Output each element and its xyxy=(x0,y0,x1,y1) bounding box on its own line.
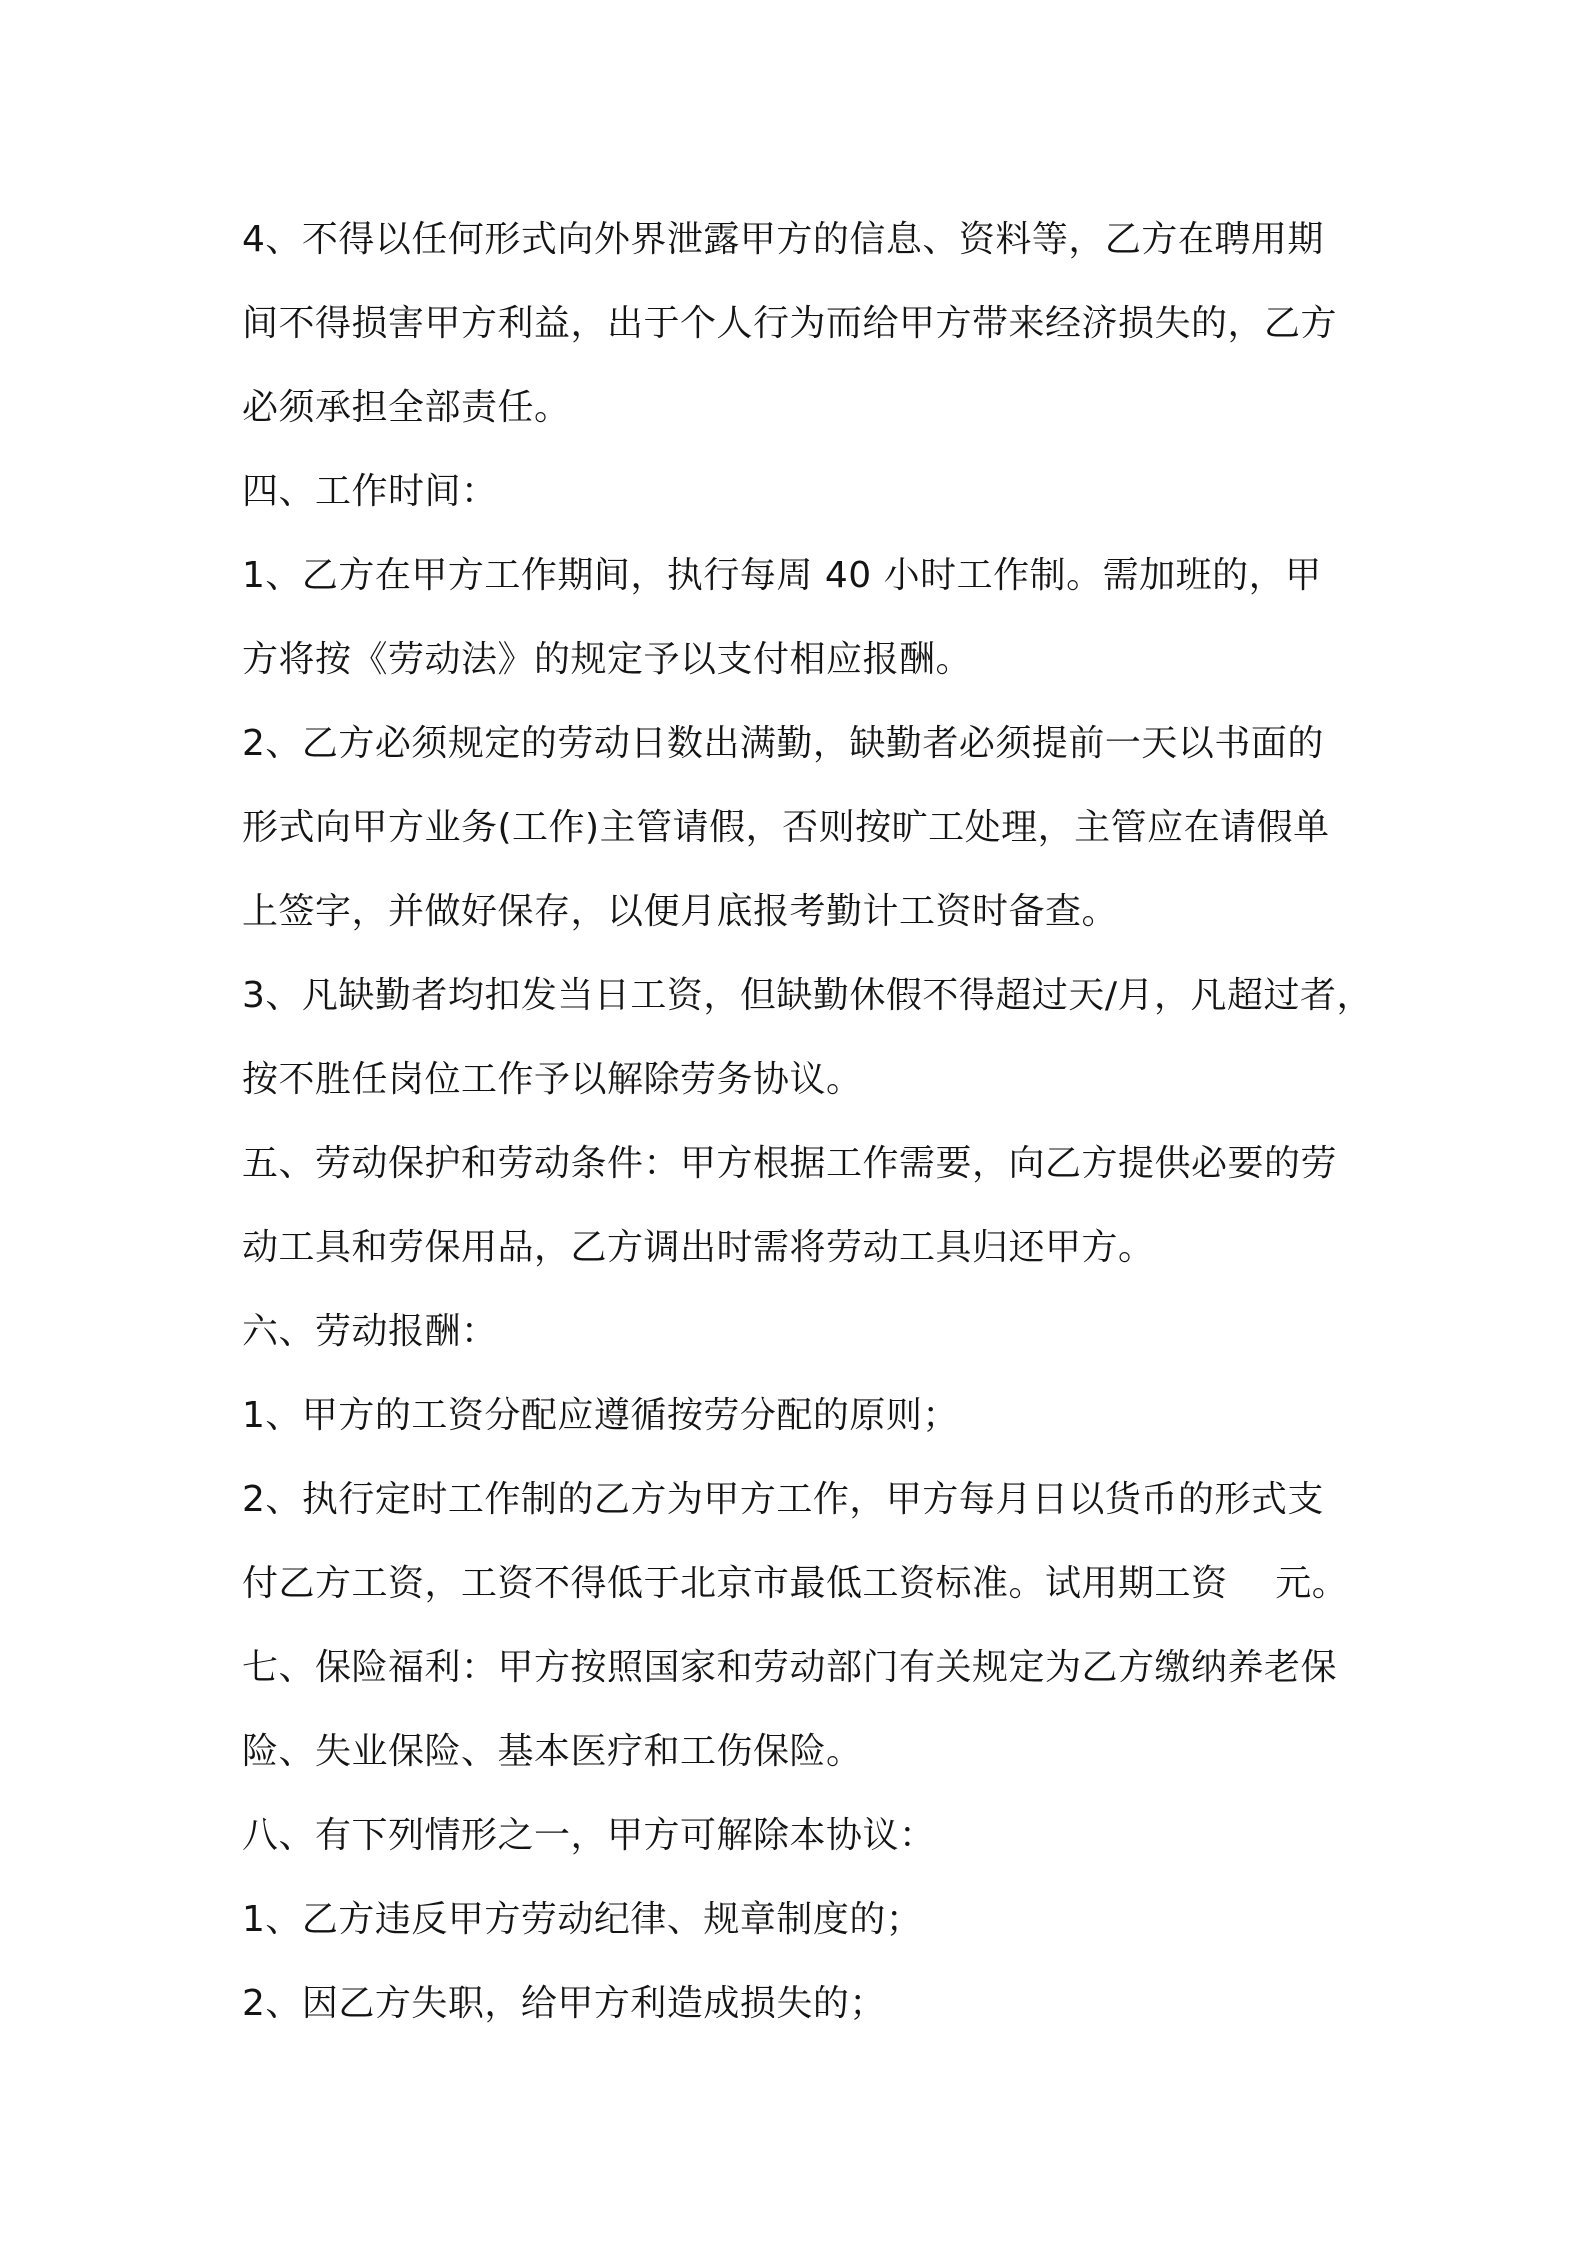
section-heading: 五、劳动保护和劳动条件：甲方根据工作需要，向乙方提供必要的劳 xyxy=(242,1143,1338,1184)
text-line: 2、乙方必须规定的劳动日数出满勤，缺勤者必须提前一天以书面的 xyxy=(242,723,1324,764)
section-heading: 七、保险福利：甲方按照国家和劳动部门有关规定为乙方缴纳养老保 xyxy=(242,1647,1338,1688)
document-body xyxy=(242,198,1374,2046)
text-line: 1、乙方违反甲方劳动纪律、规章制度的； xyxy=(242,1899,923,1940)
text-line: 4、不得以任何形式向外界泄露甲方的信息、资料等，乙方在聘用期 xyxy=(242,219,1324,260)
text-line: 3、凡缺勤者均扣发当日工资，但缺勤休假不得超过天/月，凡超过者， xyxy=(242,975,1374,1016)
text-line: 2、执行定时工作制的乙方为甲方工作，甲方每月日以货币的形式支 xyxy=(242,1479,1324,1520)
text-line: 按不胜任岗位工作予以解除劳务协议。 xyxy=(242,1059,863,1100)
text-line: 上签字，并做好保存，以便月底报考勤计工资时备查。 xyxy=(242,891,1119,932)
text-line: 付乙方工资，工资不得低于北京市最低工资标准。试用期工资 元。 xyxy=(242,1563,1349,1604)
text-line: 形式向甲方业务(工作)主管请假，否则按旷工处理，主管应在请假单 xyxy=(242,807,1330,848)
section-heading: 八、有下列情形之一，甲方可解除本协议： xyxy=(242,1815,936,1856)
text-line: 2、因乙方失职，给甲方利造成损失的； xyxy=(242,1983,886,2024)
text-line: 1、甲方的工资分配应遵循按劳分配的原则； xyxy=(242,1395,959,1436)
text-line: 方将按《劳动法》的规定予以支付相应报酬。 xyxy=(242,639,973,680)
text-line: 动工具和劳保用品，乙方调出时需将劳动工具归还甲方。 xyxy=(242,1227,1155,1268)
text-line: 1、乙方在甲方工作期间，执行每周 40 小时工作制。需加班的，甲 xyxy=(242,555,1322,596)
text-line: 必须承担全部责任。 xyxy=(242,387,571,428)
section-heading: 四、工作时间： xyxy=(242,471,498,512)
text-line: 险、失业保险、基本医疗和工伤保险。 xyxy=(242,1731,863,1772)
text-line: 间不得损害甲方利益，出于个人行为而给甲方带来经济损失的，乙方 xyxy=(242,303,1338,344)
section-heading: 六、劳动报酬： xyxy=(242,1311,498,1352)
